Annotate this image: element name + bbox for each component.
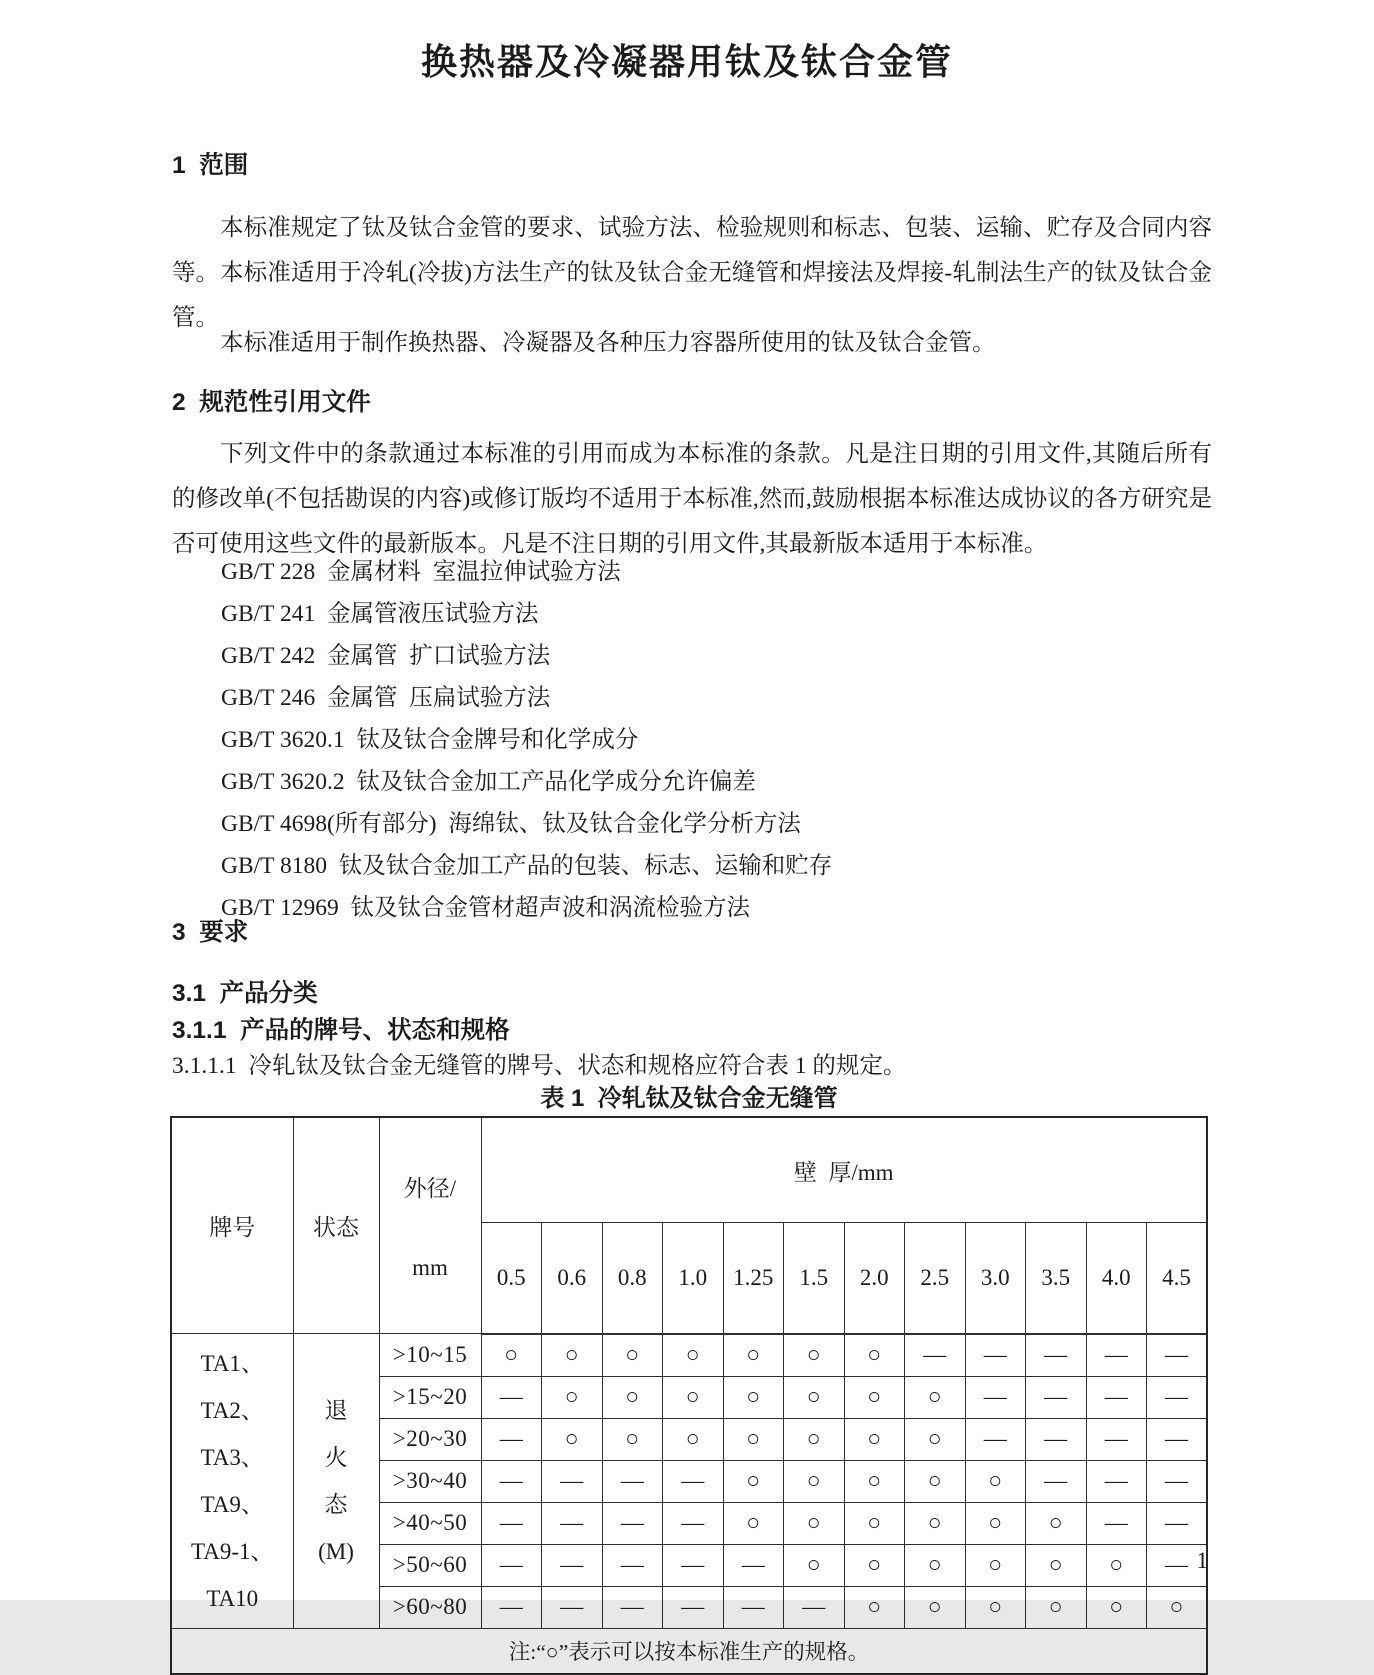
spec-mark-cell: —	[663, 1586, 724, 1628]
spec-mark-cell: ○	[1026, 1586, 1087, 1628]
spec-mark-cell: —	[1147, 1460, 1208, 1502]
spec-mark-cell: ○	[481, 1334, 542, 1377]
spec-mark-cell: —	[1026, 1460, 1087, 1502]
spec-mark-cell: ○	[542, 1376, 603, 1418]
od-range-cell: >50~60	[379, 1544, 481, 1586]
spec-mark-cell: —	[602, 1544, 663, 1586]
spec-mark-cell: —	[481, 1376, 542, 1418]
od-header-line1: 外径/	[403, 1176, 457, 1201]
section-1-paragraph-2: 本标准适用于冷轧(冷拔)方法生产的钛及钛合金无缝管和焊接法及焊接-轧制法生产的钛及钛合金管。	[172, 260, 1212, 331]
spec-mark-cell: ○	[905, 1460, 966, 1502]
spec-mark-cell: ○	[905, 1376, 966, 1418]
spec-mark-cell: ○	[723, 1418, 784, 1460]
spec-mark-cell: —	[481, 1418, 542, 1460]
thickness-value-cell: 0.6	[542, 1223, 603, 1334]
section-3-1-1-heading: 3.1.1 产品的牌号、状态和规格	[172, 1017, 510, 1044]
reference-item: GB/T 241 金属管液压试验方法	[221, 601, 539, 627]
grade-line: TA1、TA2、	[200, 1350, 264, 1423]
thickness-value-cell: 0.8	[602, 1223, 663, 1334]
thickness-value-cell: 4.5	[1147, 1223, 1208, 1334]
spec-mark-cell: —	[965, 1376, 1026, 1418]
reference-list	[221, 551, 1211, 929]
spec-mark-cell: —	[1147, 1418, 1208, 1460]
spec-mark-cell: ○	[1086, 1586, 1147, 1628]
spec-mark-cell: —	[663, 1460, 724, 1502]
spec-mark-cell: —	[481, 1460, 542, 1502]
spec-mark-cell: ○	[905, 1418, 966, 1460]
thickness-value-cell: 1.5	[784, 1223, 845, 1334]
od-range-cell: >40~50	[379, 1502, 481, 1544]
state-line: 火	[324, 1444, 348, 1470]
spec-mark-cell: ○	[1026, 1544, 1087, 1586]
od-header-cell	[379, 1117, 481, 1334]
state-header-cell: 状态	[293, 1117, 379, 1334]
spec-mark-cell: ○	[602, 1376, 663, 1418]
grade-line: TA9-1、	[191, 1538, 274, 1564]
spec-mark-cell: —	[602, 1502, 663, 1544]
clause-3-1-1-1: 3.1.1.1 冷轧钛及钛合金无缝管的牌号、状态和规格应符合表 1 的规定。	[172, 1053, 907, 1079]
spec-mark-cell: ○	[602, 1334, 663, 1377]
state-line: 态	[324, 1491, 348, 1517]
spec-mark-cell: —	[1147, 1376, 1208, 1418]
spec-mark-cell: ○	[723, 1502, 784, 1544]
table-row	[171, 1334, 1207, 1377]
spec-mark-cell: ○	[784, 1502, 845, 1544]
spec-mark-cell: ○	[965, 1544, 1026, 1586]
thickness-value-cell: 1.0	[663, 1223, 724, 1334]
state-cell	[293, 1334, 379, 1629]
reference-item: GB/T 12969 钛及钛合金管材超声波和涡流检验方法	[221, 895, 750, 921]
section-1-paragraph-1: 本标准规定了钛及钛合金管的要求、试验方法、检验规则和标志、包装、运输、贮存及合同内容等。	[172, 215, 1212, 286]
spec-mark-cell: ○	[844, 1376, 905, 1418]
spec-mark-cell: —	[1147, 1544, 1208, 1586]
thickness-value-cell: 3.5	[1026, 1223, 1087, 1334]
spec-mark-cell: —	[1147, 1334, 1208, 1377]
spec-mark-cell: —	[481, 1586, 542, 1628]
spec-mark-cell: ○	[965, 1586, 1026, 1628]
spec-mark-cell: —	[602, 1586, 663, 1628]
spec-mark-cell: ○	[905, 1502, 966, 1544]
reference-item: GB/T 3620.2 钛及钛合金加工产品化学成分允许偏差	[221, 769, 756, 795]
section-1-paragraph-3: 本标准适用于制作换热器、冷凝器及各种压力容器所使用的钛及钛合金管。	[220, 330, 996, 356]
spec-mark-cell: —	[1086, 1418, 1147, 1460]
page-number: 1	[1196, 1548, 1208, 1573]
spec-mark-cell: ○	[784, 1544, 845, 1586]
od-range-cell: >10~15	[379, 1334, 481, 1377]
od-range-cell: >30~40	[379, 1460, 481, 1502]
spec-mark-cell: ○	[1086, 1544, 1147, 1586]
spec-mark-cell: ○	[723, 1376, 784, 1418]
reference-item: GB/T 8180 钛及钛合金加工产品的包装、标志、运输和贮存	[221, 853, 833, 879]
spec-mark-cell: ○	[844, 1586, 905, 1628]
section-3-heading: 3 要求	[172, 919, 249, 946]
spec-mark-cell: —	[784, 1586, 845, 1628]
spec-mark-cell: ○	[723, 1460, 784, 1502]
spec-mark-cell: —	[481, 1502, 542, 1544]
od-header-line2: mm	[412, 1255, 448, 1280]
spec-mark-cell: —	[602, 1460, 663, 1502]
spec-mark-cell: —	[723, 1544, 784, 1586]
spec-mark-cell: —	[905, 1334, 966, 1377]
spec-mark-cell: —	[542, 1586, 603, 1628]
spec-mark-cell: ○	[1147, 1586, 1208, 1628]
spec-mark-cell: —	[1086, 1502, 1147, 1544]
spec-mark-cell: ○	[784, 1376, 845, 1418]
spec-mark-cell: ○	[905, 1544, 966, 1586]
spec-mark-cell: —	[663, 1502, 724, 1544]
spec-mark-cell: ○	[723, 1334, 784, 1377]
page-title: 换热器及冷凝器用钛及钛合金管	[420, 41, 953, 82]
section-2-heading: 2 规范性引用文件	[172, 389, 371, 416]
spec-mark-cell: —	[663, 1544, 724, 1586]
od-range-cell: >20~30	[379, 1418, 481, 1460]
table-note: 注:“○”表示可以按本标准生产的规格。	[171, 1628, 1207, 1674]
spec-mark-cell: ○	[844, 1334, 905, 1377]
spec-mark-cell: ○	[844, 1502, 905, 1544]
state-line: 退	[324, 1397, 348, 1423]
spec-mark-cell: ○	[844, 1544, 905, 1586]
od-range-cell: >15~20	[379, 1376, 481, 1418]
reference-item: GB/T 246 金属管 压扁试验方法	[221, 685, 551, 711]
thickness-value-cell: 3.0	[965, 1223, 1026, 1334]
spec-mark-cell: ○	[905, 1586, 966, 1628]
spec-mark-cell: —	[1086, 1376, 1147, 1418]
spec-mark-cell: —	[542, 1460, 603, 1502]
grade-line: TA10	[206, 1585, 259, 1611]
reference-item: GB/T 4698(所有部分) 海绵钛、钛及钛合金化学分析方法	[221, 811, 801, 837]
thickness-value-cell: 2.5	[905, 1223, 966, 1334]
spec-mark-cell: ○	[663, 1376, 724, 1418]
spec-mark-cell: ○	[965, 1460, 1026, 1502]
reference-item: GB/T 228 金属材料 室温拉伸试验方法	[221, 559, 621, 585]
spec-mark-cell: ○	[602, 1418, 663, 1460]
state-line: (M)	[318, 1538, 354, 1564]
spec-mark-cell: —	[1026, 1376, 1087, 1418]
spec-mark-cell: ○	[542, 1334, 603, 1377]
spec-mark-cell: —	[965, 1334, 1026, 1377]
spec-mark-cell: ○	[784, 1418, 845, 1460]
section-3-1-heading: 3.1 产品分类	[172, 980, 318, 1007]
od-range-cell: >60~80	[379, 1586, 481, 1628]
spec-mark-cell: ○	[1026, 1502, 1087, 1544]
spec-mark-cell: ○	[844, 1460, 905, 1502]
spec-mark-cell: —	[1147, 1502, 1208, 1544]
section-1-heading: 1 范围	[172, 152, 249, 179]
section-2-paragraph: 下列文件中的条款通过本标准的引用而成为本标准的条款。凡是注日期的引用文件,其随后所有的修改单(不包括勘误的内容)或修订版均不适用于本标准,然而,鼓励根据本标准达成协议的各方研究是否可使用这些文件的最新版本。凡是不注日期的引用文件,其最新版本适用于本标准。	[172, 441, 1212, 557]
spec-mark-cell: —	[723, 1586, 784, 1628]
table-header-row	[171, 1117, 1207, 1223]
table-1-caption: 表 1 冷轧钛及钛合金无缝管	[540, 1085, 838, 1112]
reference-item: GB/T 3620.1 钛及钛合金牌号和化学成分	[221, 727, 639, 753]
spec-mark-cell: —	[1086, 1334, 1147, 1377]
spec-mark-cell: ○	[965, 1502, 1026, 1544]
wall-thickness-header-cell: 壁 厚/mm	[481, 1117, 1207, 1223]
grade-line: TA3、TA9、	[200, 1444, 264, 1517]
reference-item: GB/T 242 金属管 扩口试验方法	[221, 643, 551, 669]
spec-mark-cell: ○	[784, 1460, 845, 1502]
spec-mark-cell: —	[481, 1544, 542, 1586]
table-1	[170, 1116, 1208, 1675]
spec-mark-cell: —	[965, 1418, 1026, 1460]
spec-mark-cell: ○	[663, 1418, 724, 1460]
spec-mark-cell: ○	[844, 1418, 905, 1460]
spec-mark-cell: —	[542, 1502, 603, 1544]
grade-cell	[171, 1334, 293, 1629]
table-note-row	[171, 1628, 1207, 1674]
spec-mark-cell: —	[1026, 1418, 1087, 1460]
spec-mark-cell: ○	[542, 1418, 603, 1460]
grade-header-cell: 牌号	[171, 1117, 293, 1334]
spec-mark-cell: ○	[663, 1334, 724, 1377]
thickness-value-cell: 4.0	[1086, 1223, 1147, 1334]
spec-mark-cell: —	[1086, 1460, 1147, 1502]
spec-mark-cell: —	[542, 1544, 603, 1586]
thickness-value-cell: 2.0	[844, 1223, 905, 1334]
spec-mark-cell: ○	[784, 1334, 845, 1377]
spec-mark-cell: —	[1026, 1334, 1087, 1377]
thickness-value-cell: 0.5	[481, 1223, 542, 1334]
thickness-value-cell: 1.25	[723, 1223, 784, 1334]
